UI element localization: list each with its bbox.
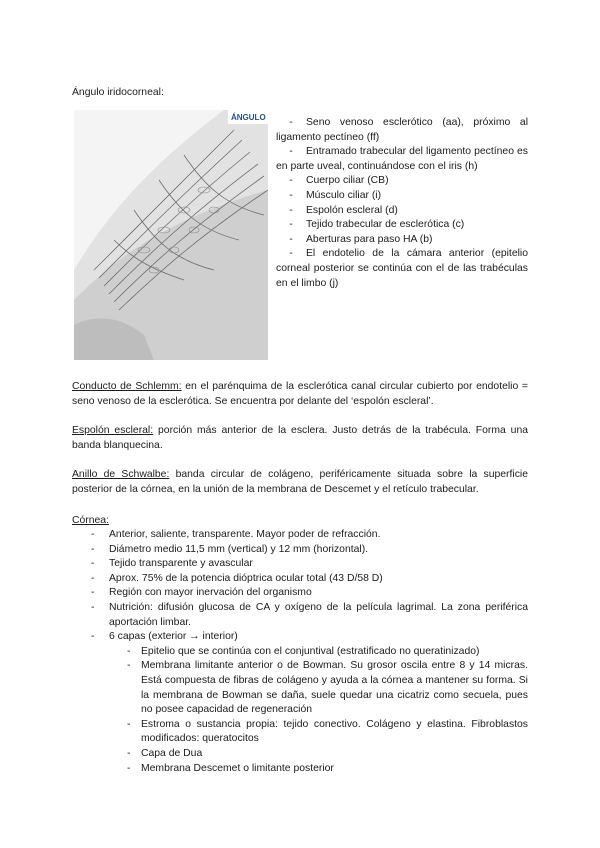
legend-item: - Aberturas para paso HA (b): [289, 233, 433, 245]
schwalbe-term: Anillo de Schwalbe:: [72, 469, 170, 480]
legend-item: - Cuerpo ciliar (CB): [289, 175, 389, 187]
figure-legend: [276, 116, 528, 291]
schwalbe-text: banda circular de colágeno, periféricamente situada sobre la superficie posterior de la córnea, en la unión de la membrana de Descemet y el retículo trabecular.: [72, 469, 529, 495]
layer-item: - Capa de Dua: [72, 747, 528, 762]
schlemm-term: Conducto de Schlemm:: [72, 381, 182, 392]
layer-item: - Estroma o sustancia propia: tejido conectivo. Colágeno y elastina. Fibroblastos modificados: queratocitos: [72, 718, 528, 747]
espolon-term: Espolón escleral:: [72, 425, 154, 436]
list-item: - Aprox. 75% de la potencia dióptrica ocular total (43 D/58 D): [72, 572, 528, 587]
anatomical-illustration: [74, 110, 268, 360]
list-item: - Región con mayor inervación del organismo: [72, 586, 528, 601]
legend-item: - El endotelio de la cámara anterior (epitelio corneal posterior se continúa con el de las trabéculas en el limbo (j): [276, 248, 528, 289]
iridocorneal-angle-drawing: [74, 110, 268, 360]
list-item: - Nutrición: difusión glucosa de CA y oxígeno de la película lagrimal. La zona periférica aportación limbar.: [72, 601, 528, 630]
legend-item: - Tejido trabecular de esclerótica (c): [289, 219, 465, 231]
list-item: [72, 630, 528, 776]
legend-item: - Espolón escleral (d): [289, 204, 398, 216]
legend-item: - Entramado trabecular del ligamento pectíneo es en parte uveal, continuándose con el iris (h): [276, 146, 528, 172]
section-heading: Ángulo iridocorneal:: [72, 87, 164, 98]
schwalbe-paragraph: [72, 468, 528, 497]
cornea-list: [72, 528, 528, 776]
cornea-layers-list: [109, 645, 528, 776]
legend-item: - Seno venoso esclerótico (aa), próximo al ligamento pectíneo (ff): [276, 117, 528, 143]
schlemm-text: en el parénquima de la esclerótica canal circular cubierto por endotelio = seno venoso de la esclerótica. Se encuentra por delante del ‘espolón escleral’.: [72, 381, 528, 407]
layer-item: - Epitelio que se continúa con el conjuntival (estratificado no queratinizado): [72, 645, 528, 660]
list-item: - Anterior, saliente, transparente. Mayor poder de refracción.: [72, 528, 528, 543]
figure-label: ÁNGULO: [231, 113, 266, 122]
list-item: - Diámetro medio 11,5 mm (vertical) y 12 mm (horizontal).: [72, 543, 528, 558]
cornea-heading: Córnea:: [72, 515, 109, 526]
schlemm-paragraph: [72, 380, 528, 409]
layer-item: - Membrana limitante anterior o de Bowman. Su grosor oscila entre 8 y 14 micras. Está compuesta de fibras de colágeno y ayuda a la córnea a mantener su forma. Si la membrana de Bowman se daña, suele quedar una cicatriz como secuela, pues no posee capacidad de regeneración: [72, 659, 528, 717]
layer-item: - Membrana Descemet o limitante posterior: [72, 762, 528, 777]
layers-intro: 6 capas (exterior → interior): [109, 631, 238, 643]
espolon-paragraph: [72, 424, 528, 453]
espolon-text: porción más anterior de la esclera. Justo detrás de la trabécula. Forma una banda blanquecina.: [72, 425, 528, 451]
list-item: - Tejido transparente y avascular: [72, 557, 528, 572]
legend-item: - Músculo ciliar (i): [289, 189, 382, 201]
